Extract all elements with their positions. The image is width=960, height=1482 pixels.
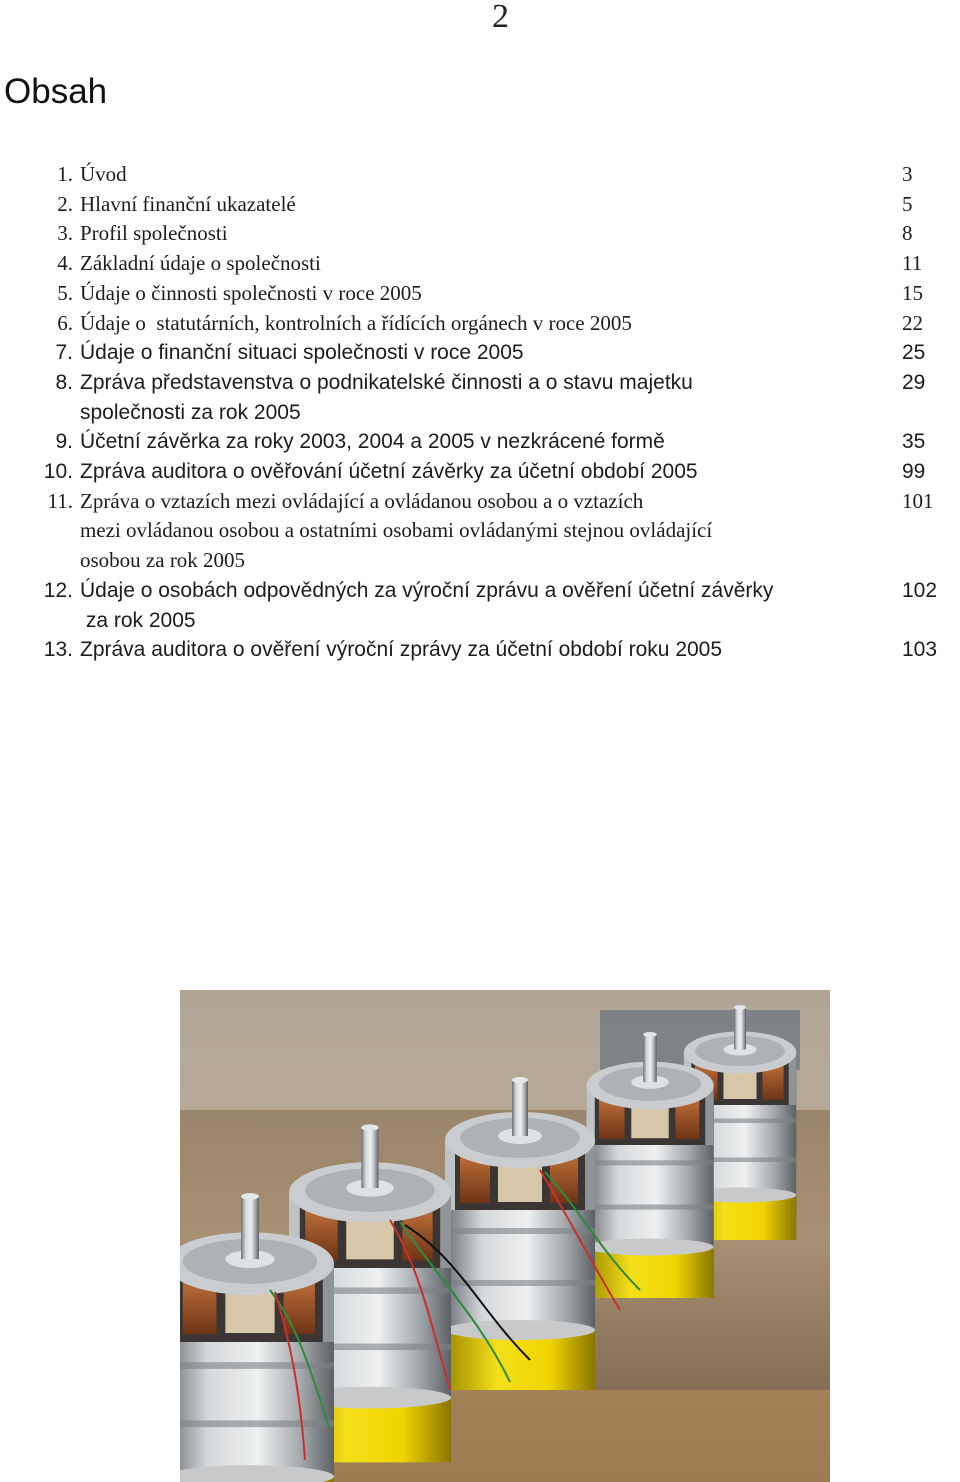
toc-entry xyxy=(0,219,960,249)
page-number: 2 xyxy=(492,0,509,35)
toc-entry xyxy=(0,309,960,339)
toc-entry-title xyxy=(80,309,880,339)
toc-entry-page: 101 xyxy=(902,488,934,513)
toc-entry-number: 4. xyxy=(57,251,73,276)
toc-entry xyxy=(0,249,960,279)
toc-entry-title-line: za rok 2005 xyxy=(80,608,196,632)
toc-entry xyxy=(0,635,960,665)
toc-entry xyxy=(0,457,960,487)
toc-entry-title-line: Zpráva auditora o ověřování účetní závěrky za účetní období 2005 xyxy=(80,460,698,484)
toc-entry-page: 35 xyxy=(902,430,926,454)
toc-entry-page: 11 xyxy=(902,251,923,276)
toc-entry-page: 102 xyxy=(902,578,938,602)
toc-entry-title-line: mezi ovládanou osobou a ostatními osobami ovládanými stejnou ovládající xyxy=(80,518,713,543)
toc-entry-title-line: Zpráva představenstva o podnikatelské činnosti a o stavu majetku xyxy=(80,370,693,394)
toc-entry xyxy=(0,368,960,427)
toc-entry-title-line: Hlavní finanční ukazatelé xyxy=(80,191,296,216)
table-of-contents xyxy=(0,160,960,665)
page-heading: Obsah xyxy=(4,72,108,111)
electric-motors-photo xyxy=(180,990,830,1482)
toc-entry-page: 3 xyxy=(902,162,913,186)
toc-entry-title-line: Profil společnosti xyxy=(80,221,228,246)
toc-entry xyxy=(0,160,960,190)
toc-entry xyxy=(0,576,960,635)
toc-entry-title xyxy=(80,487,880,576)
toc-entry-title xyxy=(80,368,880,427)
toc-entry xyxy=(0,338,960,368)
toc-entry-number: 10. xyxy=(43,460,73,484)
toc-entry xyxy=(0,427,960,457)
toc-entry-title xyxy=(80,160,880,190)
toc-entry-number: 7. xyxy=(55,341,73,365)
toc-entry-title-line: Zpráva auditora o ověření výroční zprávy za účetní období roku 2005 xyxy=(80,638,723,662)
toc-entry-number: 2. xyxy=(57,191,73,216)
toc-entry-number: 9. xyxy=(55,430,73,454)
toc-entry-page: 15 xyxy=(902,280,923,305)
toc-entry-page: 25 xyxy=(902,341,926,365)
toc-entry-page: 29 xyxy=(902,370,926,394)
toc-entry-title-line: Údaje o statutárních, kontrolních a řídících orgánech v roce 2005 xyxy=(80,310,632,335)
toc-entry-title-line: Účetní závěrka za roky 2003, 2004 a 2005 v nezkrácené formě xyxy=(80,430,665,454)
toc-entry-page: 22 xyxy=(902,310,923,335)
toc-entry-title xyxy=(80,635,880,665)
toc-entry-page: 5 xyxy=(902,191,913,216)
toc-entry-number: 6. xyxy=(57,310,73,335)
toc-entry-title xyxy=(80,279,880,309)
toc-entry-number: 1. xyxy=(57,162,73,186)
toc-entry-title-line: Údaje o finanční situaci společnosti v roce 2005 xyxy=(80,341,524,365)
toc-entry-title-line: Základní údaje o společnosti xyxy=(80,251,321,276)
toc-entry-title xyxy=(80,457,880,487)
toc-entry-title-line: Zpráva o vztazích mezi ovládající a ovládanou osobou a o vztazích xyxy=(80,488,644,513)
toc-entry-number: 11. xyxy=(47,488,73,513)
toc-entry-title-line: společnosti za rok 2005 xyxy=(80,400,301,424)
toc-entry xyxy=(0,487,960,576)
toc-entry-page: 99 xyxy=(902,460,926,484)
toc-entry-title-line: Úvod xyxy=(80,162,127,186)
toc-entry xyxy=(0,279,960,309)
toc-entry-title-line: Údaje o osobách odpovědných za výroční zprávu a ověření účetní závěrky xyxy=(80,578,774,602)
toc-entry-title-line: osobou za rok 2005 xyxy=(80,548,246,573)
toc-entry-title xyxy=(80,190,880,220)
toc-entry-number: 5. xyxy=(57,280,73,305)
toc-entry-title xyxy=(80,219,880,249)
toc-entry-number: 12. xyxy=(43,578,73,602)
toc-entry-title xyxy=(80,427,880,457)
motors-illustration xyxy=(180,990,830,1482)
toc-entry-number: 13. xyxy=(43,638,73,662)
toc-entry-title xyxy=(80,576,880,635)
toc-entry-page: 8 xyxy=(902,221,913,246)
toc-entry xyxy=(0,190,960,220)
toc-entry-title xyxy=(80,338,880,368)
toc-entry-title xyxy=(80,249,880,279)
toc-entry-title-line: Údaje o činnosti společnosti v roce 2005 xyxy=(80,280,422,305)
toc-entry-number: 3. xyxy=(57,221,73,246)
toc-entry-page: 103 xyxy=(902,638,938,662)
toc-entry-number: 8. xyxy=(55,370,73,394)
